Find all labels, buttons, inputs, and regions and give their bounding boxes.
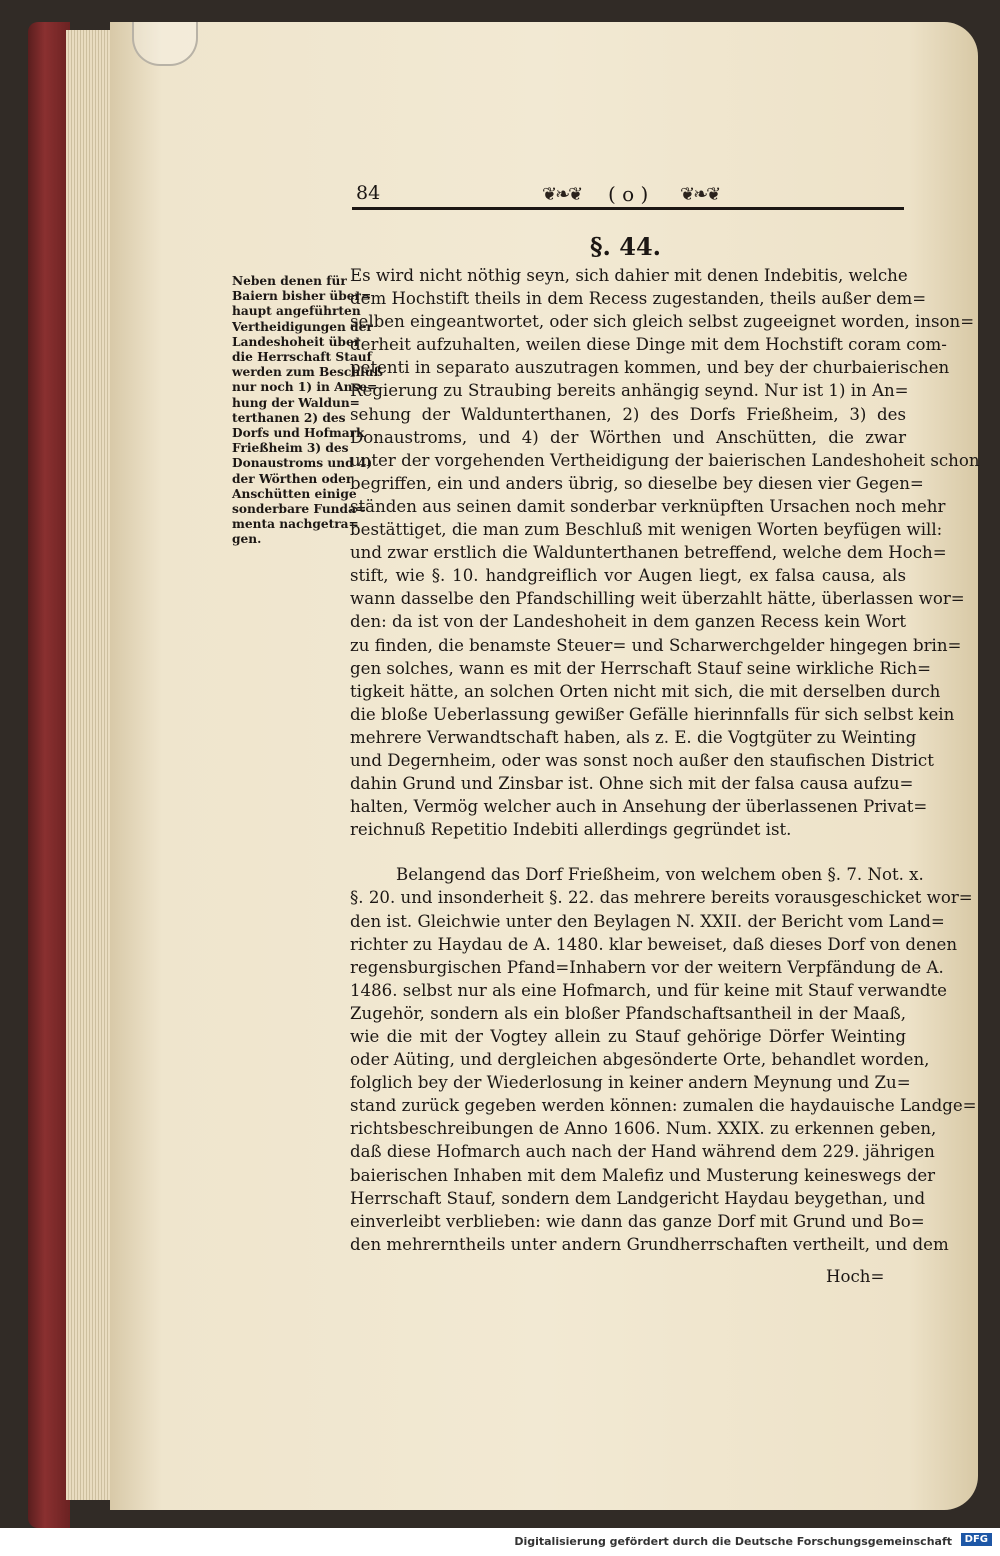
book-cover-edge xyxy=(28,22,70,1528)
catchword: Hoch= xyxy=(826,1267,885,1286)
text-line: den ist. Gleichwie unter den Beylagen N. XXII. der Bericht vom Land= xyxy=(350,911,945,931)
text-line: Donaustroms, und 4) der Wörthen und Anschütten, die zwar xyxy=(350,427,906,447)
margin-note-line: Frießheim 3) des xyxy=(232,441,349,456)
text-line: die bloße Ueberlassung gewißer Gefälle hierinnfalls für sich selbst kein xyxy=(350,704,955,724)
margin-note-line: terthanen 2) des xyxy=(232,410,346,425)
text-line: Es wird nicht nöthig seyn, sich dahier mit denen Indebitis, welche xyxy=(350,266,908,285)
text-line: dem Hochstift theils in dem Recess zugestanden, theils außer dem= xyxy=(350,289,927,309)
margin-note-line: Baiern bisher über= xyxy=(232,289,372,304)
text-line: wie die mit der Vogtey allein zu Stauf gehörige Dörfer Weinting xyxy=(350,1027,906,1046)
margin-note-line: der Wörthen oder xyxy=(232,471,353,486)
margin-note-line: sonderbare Funda= xyxy=(232,502,367,517)
text-line: unter der vorgehenden Vertheidigung der baierischen Landeshoheit schon xyxy=(350,450,980,470)
text-line: mehrere Verwandtschaft haben, als z. E. die Vogtgüter zu Weinting xyxy=(350,727,917,747)
text-line: §. 20. und insonderheit §. 22. das mehrere bereits vorausgeschicket wor= xyxy=(350,888,973,908)
text-line: einverleibt verblieben: wie dann das ganze Dorf mit Grund und Bo= xyxy=(350,1211,925,1231)
text-line: bestättiget, die man zum Beschluß mit wenigen Worten beyfügen will: xyxy=(350,520,943,540)
paragraph-2 xyxy=(350,863,977,1256)
margin-note-line: nur noch 1) in Anse= xyxy=(232,380,378,395)
text-line: selben eingeantwortet, oder sich gleich selbst zugeeignet worden, inson= xyxy=(350,312,975,332)
dfg-logo: DFG xyxy=(961,1533,992,1546)
text-line: petenti in separato auszutragen kommen, und bey der churbaierischen xyxy=(350,358,950,378)
page-number: 84 xyxy=(356,182,381,204)
text-line: und zwar erstlich die Waldunterthanen betreffend, welche dem Hoch= xyxy=(350,543,947,563)
margin-note-line: Neben denen für xyxy=(232,274,347,288)
text-line: richtsbeschreibungen de Anno 1606. Num. XXIX. zu erkennen geben, xyxy=(350,1119,937,1139)
text-line: den mehrerntheils unter andern Grundherrschaften vertheilt, und dem xyxy=(350,1234,949,1254)
margin-note-line: die Herrschaft Stauf xyxy=(232,350,372,365)
text-line: Herrschaft Stauf, sondern dem Landgericht Haydau beygethan, und xyxy=(350,1188,926,1208)
running-head: ( o ) xyxy=(608,182,649,206)
text-line: stand zurück gegeben werden können: zumalen die haydauische Landge= xyxy=(350,1096,977,1116)
body-text xyxy=(350,264,980,1256)
text-line: den: da ist von der Landeshoheit in dem ganzen Recess kein Wort xyxy=(350,612,906,632)
text-line: Belangend das Dorf Frießheim, von welchem oben §. 7. Not. x. xyxy=(396,865,924,885)
margin-note-line: gen. xyxy=(232,532,262,547)
text-line: wann dasselbe den Pfandschilling weit überzahlt hätte, überlassen wor= xyxy=(350,589,965,609)
margin-note-line: menta nachgetra= xyxy=(232,517,359,532)
margin-note-line: Donaustroms und 4) xyxy=(232,456,373,471)
text-line: 1486. selbst nur als eine Hofmarch, und für keine mit Stauf verwandte xyxy=(350,980,947,1000)
margin-note-line: werden zum Beschluß xyxy=(232,365,383,380)
margin-note-line: Anschütten einige xyxy=(232,486,357,501)
footer-credit: Digitalisierung gefördert durch die Deutsche Forschungsgemeinschaft xyxy=(514,1535,952,1548)
text-line: Regierung zu Straubing bereits anhängig seynd. Nur ist 1) in An= xyxy=(350,381,909,401)
text-line: oder Aüting, und dergleichen abgesönderte Orte, behandlet worden, xyxy=(350,1050,930,1070)
text-line: baierischen Inhaben mit dem Malefiz und Musterung keineswegs der xyxy=(350,1165,936,1185)
text-line: derheit aufzuhalten, weilen diese Dinge mit dem Hochstift coram com- xyxy=(350,335,947,355)
margin-note-line: Landeshoheit über xyxy=(232,334,361,349)
margin-note-line: Vertheidigungen der xyxy=(232,319,373,334)
text-line: reichnuß Repetitio Indebiti allerdings gegründet ist. xyxy=(350,820,792,840)
text-line: dahin Grund und Zinsbar ist. Ohne sich mit der falsa causa aufzu= xyxy=(350,774,914,794)
text-line: richter zu Haydau de A. 1480. klar beweiset, daß dieses Dorf von denen xyxy=(350,934,958,954)
ornament-left-icon: ❦❧❦ xyxy=(542,184,582,205)
text-line: gen solches, wann es mit der Herrschaft Stauf seine wirkliche Rich= xyxy=(350,658,932,678)
text-line: stift, wie §. 10. handgreiflich vor Augen liegt, ex falsa causa, als xyxy=(350,566,906,586)
text-line: ständen aus seinen damit sonderbar verknüpften Ursachen noch mehr xyxy=(350,496,946,516)
text-line: begriffen, ein und anders übrig, so dieselbe bey diesen vier Gegen= xyxy=(350,473,924,493)
paragraph-1 xyxy=(350,264,980,841)
text-line: tigkeit hätte, an solchen Orten nicht mit sich, die mit derselben durch xyxy=(350,681,941,701)
text-line: und Degernheim, oder was sonst noch außer den staufischen District xyxy=(350,750,934,770)
section-title: §. 44. xyxy=(590,232,662,261)
text-line: sehung der Waldunterthanen, 2) des Dorfs Frießheim, 3) des xyxy=(350,404,906,424)
header-rule xyxy=(352,207,904,210)
margin-note-line: hung der Waldun= xyxy=(232,395,360,410)
text-line: Zugehör, sondern als ein bloßer Pfandschaftsantheil in der Maaß, xyxy=(350,1003,906,1023)
text-line: halten, Vermög welcher auch in Ansehung der überlassenen Privat= xyxy=(350,797,928,817)
footer-bar xyxy=(0,1528,1000,1556)
text-line: regensburgischen Pfand=Inhabern vor der weitern Verpfändung de A. xyxy=(350,957,944,977)
margin-note-line: Dorfs und Hofmark xyxy=(232,426,365,441)
text-line: daß diese Hofmarch auch nach der Hand während dem 229. jährigen xyxy=(350,1142,935,1162)
margin-note xyxy=(232,274,383,548)
text-line: zu finden, die benamste Steuer= und Scharwerchgelder hingegen brin= xyxy=(350,635,962,655)
margin-note-line: haupt angeführten xyxy=(232,304,361,319)
ornament-right-icon: ❦❧❦ xyxy=(680,184,720,205)
text-line: folglich bey der Wiederlosung in keiner andern Meynung und Zu= xyxy=(350,1073,911,1093)
